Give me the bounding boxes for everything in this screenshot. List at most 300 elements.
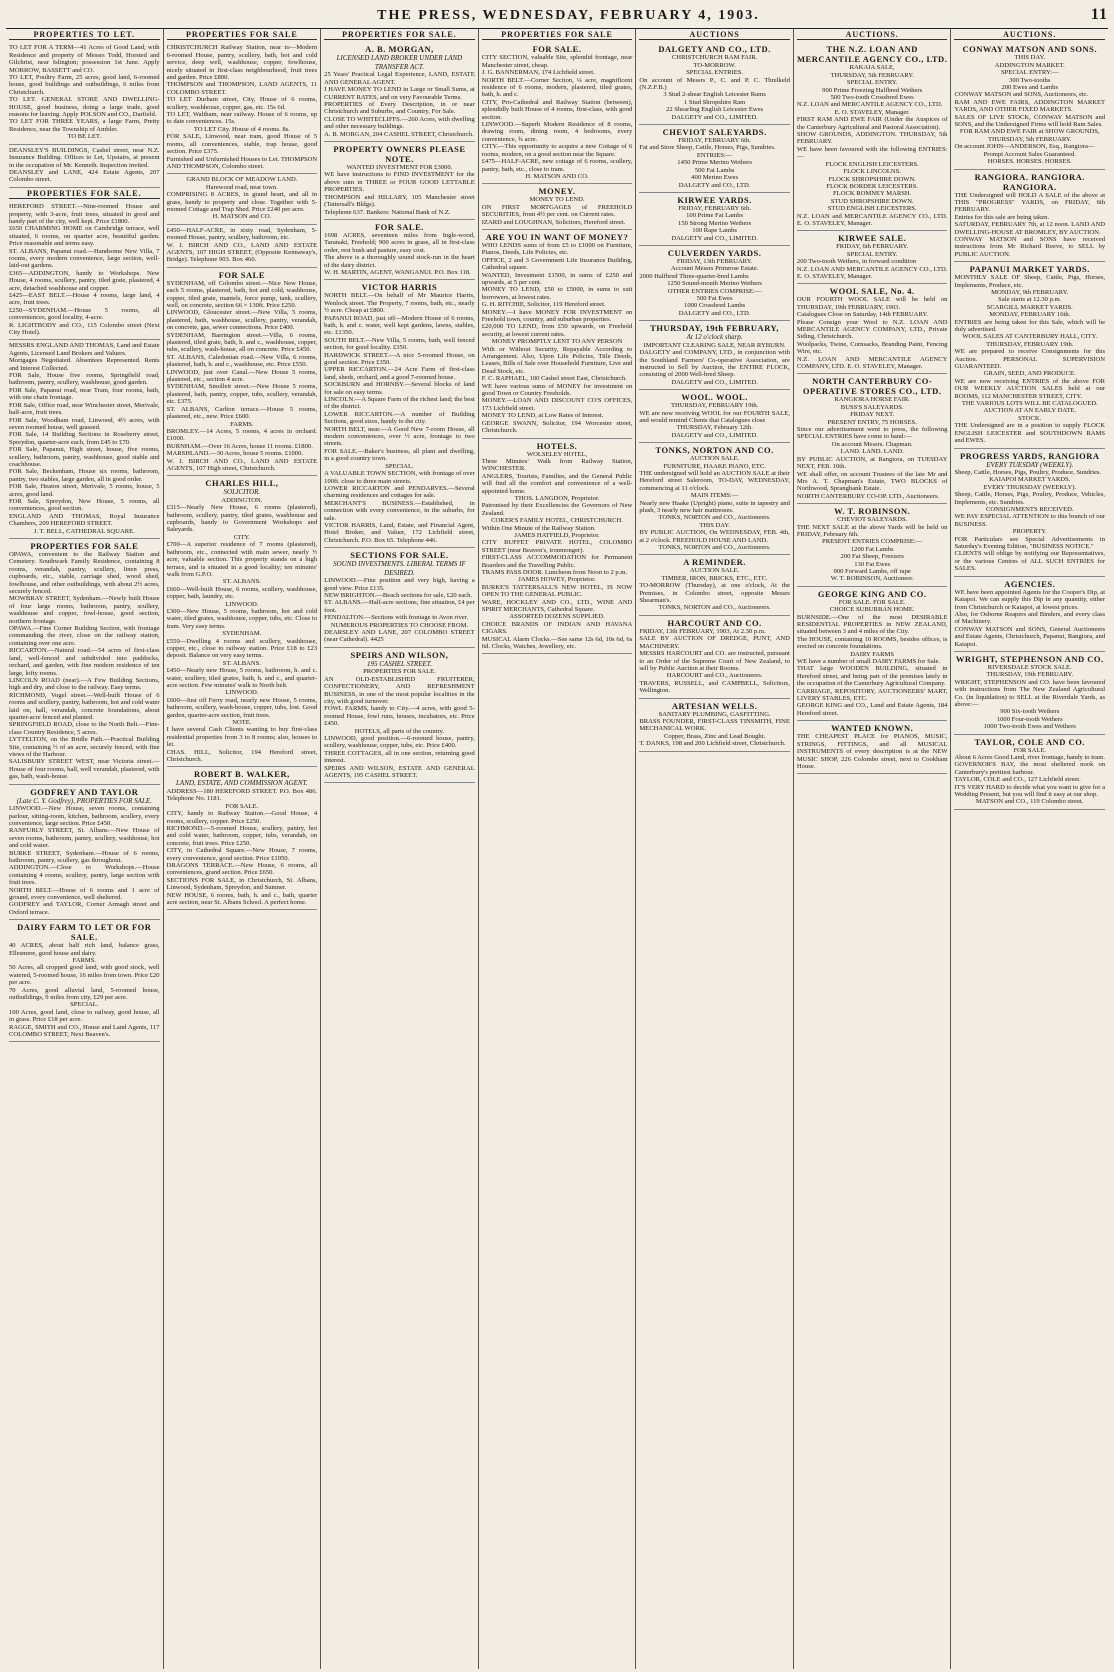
ad-text: TIMBER, IRON, BRICKS, ETC., ETC.: [661, 574, 768, 582]
ad-title: FOR SALE: [218, 269, 265, 280]
ad-text: CONWAY MATSON and SONS, Auctioneers, etc.: [954, 91, 1089, 99]
ad-text: BURKE STREET, Sydenham.—House of 6 rooms, bathroom, pantry, scullery, gas throughout.: [9, 849, 160, 864]
ad-title: AGENCIES.: [1004, 578, 1056, 589]
ad-text: MONDAY, FEBRUARY 16th.: [989, 311, 1071, 319]
advertisement: [639, 125, 790, 193]
column-5: [636, 29, 794, 1669]
column-heading: PROPERTIES FOR SALE: [167, 29, 318, 40]
ad-text: DALGETY and CO., LIMITED.: [671, 378, 758, 386]
column-6: [794, 29, 952, 1669]
advertisement: [324, 142, 475, 220]
ad-text: J. G. BANNERMAN, 174 Lichfield street.: [481, 69, 595, 77]
ad-text: MONTHLY SALE OF Sheep, Cattle, Pigs, Horses, Implements, Produce, etc.: [954, 274, 1106, 289]
ad-text: SPRINGFIELD ROAD, close to the North Belt.—Fine-class Country Residence, 5 acres.: [9, 721, 160, 736]
ad-text: WRIGHT, STEPHENSON and CO. have been favoured with instructions from The New Zealand Agricultural Co. (in liquidation) to SELL at the Riverdale Yards, as above:—: [954, 678, 1106, 708]
advertisement: [954, 577, 1105, 652]
ad-text: FOR SALE.—Baker's business, all plant and dwelling, in a good country town.: [324, 447, 475, 463]
ad-text: IZARD and LOUGHNAN, Solicitors, Hereford street.: [481, 218, 626, 226]
ad-title: CHARLES HILL,: [205, 478, 279, 489]
ad-text: ST. ALBANS, Papanui road.—Handsome New Villa, 7 rooms, every modern convenience, large section, well-laid-out gardens.: [9, 247, 160, 270]
ad-text: G. H. RITCHIE, Solicitor, 119 Hereford street.: [481, 301, 606, 309]
ad-text: THIS DAY.: [1014, 54, 1046, 62]
ad-text: WE are now receiving ENTRIES of the above FOR OUR WEEKLY AUCTION SALES held at our ROOMS, 112 MANCHESTER STREET, CITY.: [954, 377, 1106, 400]
ad-text: N.Z. LOAN AND MERCANTILE AGENCY COMPANY, LTD. E. O. STAVELEY, Manager.: [796, 355, 948, 371]
ad-text: NOTE.: [232, 719, 252, 727]
ad-text: WARE, HOCKLEY AND CO., LTD., WINE AND SPIRIT MERCHANTS, Cathedral Square.: [481, 598, 633, 614]
ad-title: A. B. MORGAN,: [365, 44, 434, 55]
ad-text: FRIDAY NEXT.: [850, 411, 895, 419]
ad-text: DEARSLEY AND LANE, 207 COLOMBO STREET (near Cathedral). 4425: [324, 629, 475, 644]
ad-text: WHO LENDS sums of from £5 to £1000 on Furniture, Pianos, Deeds, Life Policies, etc.: [481, 241, 633, 257]
ad-text: GEORGE SWANN, Solicitor, 194 Worcester street, Christchurch.: [481, 419, 633, 435]
advertisement: [797, 374, 948, 504]
ad-text: ASSORTED DOZENS SUPPLIED.: [509, 613, 605, 621]
ad-text: R. LIGHTBODY and CO., 115 Colombo street (Next City Hotel).: [9, 321, 160, 337]
ad-text: SPEIRS AND WILSON, ESTATE AND GENERAL AGENTS, 195 CASHEL STREET.: [324, 764, 475, 779]
ad-text: 50 Acres, all cropped good land, with good stock, well watered, 5-roomed house, 16 miles from town. Price £20 per acre.: [9, 964, 160, 987]
ad-text: HEREFORD STREET.—Nine-roomed House and property, with 3-acre, fruit trees, situated in good and handy part of the city, well kept. Price £1800.: [9, 203, 160, 225]
ad-text: OTHER ENTRIES COMPRISE:—: [667, 287, 762, 295]
ad-text: TONKS, NORTON and CO., Auctioneers.: [658, 544, 771, 552]
ad-text: FOR RAM AND EWE FAIR at SHOW GROUNDS,: [959, 128, 1100, 136]
ad-text: STUD ENGLISH LEICESTERS.: [827, 205, 917, 213]
ad-text: CHRISTCHURCH RAM FAIR.: [671, 54, 758, 62]
ad-text: RAKAIA SALE,: [849, 64, 895, 72]
ad-subtitle: 195 CASHEL STREET.: [367, 659, 432, 668]
advertisement: [167, 268, 318, 477]
advertisement: [797, 587, 948, 722]
ad-text: THAT large WOODEN BUILDING, situated in Hereford street, and being part of the premises lately in the occupation of the Canterbury Agricultural Company.: [796, 665, 948, 688]
ad-text: SALES OF LIVE STOCK, CONWAY MATSON and SONS, and the Undersigned Firms will hold Ram Sales.: [954, 113, 1106, 129]
ad-text: OPAWA.—Fine Corner Building Section, with frontage commanding the river, close on the railway station, containing over one acre.: [9, 625, 160, 647]
ad-subtitle: LAND, ESTATE, AND COMMISSION AGENT.: [176, 779, 308, 788]
ad-text: MAIN ITEMS:—: [690, 492, 739, 500]
ad-text: DEANSLEY and LANE, 424 Estate Agents, 207 Colombo street.: [9, 168, 160, 184]
columns-container: [6, 29, 1108, 1669]
ad-text: 40 ACRES, about half rich land, balance grass, Ellesmere, good house and dairy.: [9, 942, 160, 957]
ad-text: 100 Rape Lambs: [692, 227, 737, 235]
ad-text: THE Undersigned will HOLD A SALE of the above at THIS "PROGRESS" YARDS, on FRIDAY, 6th FEBRUARY.: [954, 191, 1106, 214]
ad-text: BUSS'S SALEYARDS.: [840, 403, 904, 411]
ad-text: CARRIAGE, REPOSITORY, AUCTIONEERS' MART, LIVERY STABLES, ETC.: [796, 687, 948, 703]
ad-text: About 6 Acres Good Land, river frontage, handy to tram.: [954, 754, 1105, 761]
ad-text: MONEY TO LEND, at Low Rates of Interest.: [481, 412, 604, 420]
ad-text: RANFURLY STREET, St. Albans.—New House of seven rooms, bathroom, pantry, scullery, washhouse, hot and cold water.: [9, 827, 160, 850]
ad-text: 25 Years' Practical Legal Experience, LAND, ESTATE AND GENERAL AGENT.: [324, 71, 475, 86]
ad-text: TONKS, NORTON and CO., Auctioneers.: [658, 514, 771, 522]
ad-text: PAPANUI ROAD, just off—Modern House of 6 rooms, bath, h. and c. water, well kept gardens, lawns, stables, etc. £1350.: [324, 314, 475, 337]
advertisement: [639, 390, 790, 443]
ad-text: COKER'S FAMILY HOTEL, CHRISTCHURCH.: [491, 517, 623, 525]
ad-text: £660—Well-built House, 6 rooms, scullery, washhouse, copper, bath, laundry, etc.: [166, 585, 318, 601]
ad-text: PRESENT ENTRY, 75 HORSES.: [827, 418, 917, 426]
ad-text: SOUTH BELT.—New Villa, 5 rooms, bath, well fenced section, for good locality. £350.: [324, 336, 475, 352]
advertisement: [639, 321, 790, 390]
ad-text: DRAGONS TERRACE.—New House, 6 rooms, all conveniences, grand section. Price £650.: [166, 862, 318, 877]
ad-text: NORTH BELT.—On behalf of Mr Maurice Harris, Wenlock street. The Property, 7 rooms, bath, etc., nearly ½ acre. Cheap at £800.: [324, 292, 475, 315]
ad-title: CULVERDEN YARDS.: [667, 247, 762, 258]
ad-text: 200 Ewes and Lambs: [1001, 84, 1059, 92]
ad-text: PROPERTY.: [1012, 528, 1047, 536]
ad-title: SPEIRS AND WILSON,: [350, 649, 449, 660]
advertisement: [167, 174, 318, 224]
ad-text: SYDENHAM, off Colombo street.—Nice New House, each 5 rooms, plastered, bath, hot and cold, washhouse, copper, tiled grate, mantels, force pump, tank, scullery, well, on concrete, section 66 × 130ft. Price £250.: [166, 279, 318, 309]
ad-text: STUD SHROPSHIRE DOWN.: [830, 197, 914, 205]
ad-title: ARTESIAN WELLS.: [671, 700, 758, 711]
ad-text: LINWOOD.—Fine position and very high, having a good view. Price £135.: [324, 577, 475, 592]
ad-text: MOWBRAY STREET, Sydenham.—Newly built House of four large rooms, bathroom, pantry, scullery, washhouse and copper, fowl-house, good section, northern frontage.: [9, 595, 160, 625]
column-3: [321, 29, 479, 1669]
ad-text: NEW BRIGHTON.—Beach sections for sale, £20 each.: [324, 591, 473, 599]
ad-text: 22 Shearling English Leicester Ewes: [666, 106, 764, 114]
ad-text: SPECIAL ENTRY:—: [1000, 69, 1059, 77]
ad-text: 500 Two-tooth Crossbred Ewes: [830, 94, 914, 102]
ad-text: WE have instructions to FIND INVESTMENT for the above sum in THREE or FOUR GOOD LETTABLE PROPERTIES.: [324, 171, 475, 194]
ad-text: ST. ALBANS.: [222, 659, 261, 667]
ad-text: A. B. MORGAN, 204 CASHEL STREET, Christchurch.: [324, 130, 474, 138]
ad-text: H. MATSON and CO.: [212, 213, 272, 221]
ad-text: HARCOURT and CO., Auctioneers.: [666, 672, 763, 680]
ad-text: TO LET City. House of 4 rooms. 8s.: [193, 125, 290, 133]
ad-text: Sheep, Cattle, Horses, Pigs, Poultry, Produce, Vehicles, Implements, etc. Sundries.: [954, 491, 1106, 506]
ad-text: FOR Sale, Beckenham, House six rooms, bathroom, pantry, two stables, large garden, all in good order.: [9, 468, 160, 483]
ad-text: AN OLD-ESTABLISHED FRUITERER, CONFECTIONERY, AND REFRESHMENT BUSINESS, in one of the most popular localities in the city, with good turnover.: [324, 675, 475, 705]
ad-title: HARCOURT AND CO.: [667, 617, 762, 628]
ad-text: RIVERSDALE STOCK SALE.: [987, 663, 1072, 671]
ad-text: MUSICAL Alarm Clocks.—See same 12s 6d, 10s 6d, 6s 6d. Clocks, Watches, Jewellery, etc.: [481, 635, 633, 651]
ad-text: Patronised by their Excellencies the Governors of New Zealand.: [481, 502, 633, 517]
ad-text: WE are prepared to receive Consignments for this Auction. PERSONAL SUPERVISION GUARANTEED.: [954, 348, 1106, 371]
ad-text: E. O. STAVELEY, Manager.: [834, 108, 910, 116]
ad-text: STOCK.: [1018, 414, 1042, 422]
ad-text: 1000 Crossbred Lambs: [684, 302, 746, 310]
ad-title: MONEY.: [538, 186, 576, 197]
ad-text: LINWOOD.—New House, seven rooms, containing parlour, sitting-room, kitchen, bathroom, scullery, every convenience, large section. Price £450.: [9, 805, 160, 827]
ad-text: ENGLAND AND THOMAS, Royal Insurance Chambers, 209 HEREFORD STREET.: [9, 512, 160, 528]
ad-text: WE have a number of small DAIRY FARMS for Sale.: [796, 658, 941, 666]
ad-text: NORTH CANTERBURY CO-OP. LTD., Auctioneers.: [796, 492, 940, 500]
ad-text: CONWAY MATSON and SONS have received instructions from Mr Richard Reeve, to SELL by PUBLIC AUCTION.: [954, 235, 1106, 258]
ad-text: SPECIAL.: [70, 1001, 99, 1009]
ad-text: FRIDAY, 6th FEBRUARY.: [836, 243, 909, 251]
ad-text: THE undersigned will hold an AUCTION SALE at their Hereford street Saleroom, TO-DAY, WEDNESDAY, commencing at 11 o'clock.: [639, 469, 790, 492]
ad-subtitle: At 12 o'clock sharp.: [686, 333, 743, 342]
ad-text: W. J. BIRCH AND CO., LAND AND ESTATE AGENTS, 107 HIGH STREET, (Opposite Kennaway's, Bridge). Telephone 903. Box 460.: [166, 241, 318, 264]
ad-text: DAIRY FARMS: [850, 650, 895, 658]
ad-text: Account Messrs Primrose Estate.: [670, 265, 759, 273]
ad-text: FOR SALE.: [1013, 746, 1047, 754]
advertisement: [9, 42, 160, 144]
ad-text: Fat and Store Sheep, Cattle, Horses, Pigs, Sundries.: [639, 144, 776, 152]
advertisement: [324, 280, 475, 548]
ad-text: COMPRISING 8 ACRES, in grand heart, and all in grass, handy to property and close. Together with 5-roomed Cottage and Trap Shed. Price £240 per acre.: [166, 191, 318, 213]
ad-text: TONKS, NORTON and CO., Auctioneers.: [658, 604, 771, 612]
ad-title: THE N.Z. LOAN AND MERCANTILE AGENCY CO., LTD.: [797, 44, 948, 65]
ad-text: Copper, Brass, Zinc and Lead Bought.: [664, 732, 766, 740]
ad-title: HOTELS.: [536, 440, 578, 451]
ad-text: DALGETY and CO., LIMITED.: [671, 431, 758, 439]
ad-text: Entries for this sale are being taken.: [954, 213, 1050, 221]
ad-text: WE have been appointed Agents for the Cooper's Dip, at Kaiapoi. We can supply this Dip in any quantity, either from Christchurch or Kaiapoi, at lowest prices.: [954, 588, 1106, 611]
ad-text: VICTOR HARRIS, Land, Estate, and Financial Agent, Hotel Broker, and Valuer, 172 Lichfield street, Christchurch. P.O. Box 65. Telephone 446.: [324, 521, 475, 544]
ad-text: OPAWA, convenient to the Railway Station and Cemetery. Southwark Family Residence, containing 8 rooms, verandah, pantry, scullery, linen press, cupboards, etc., stable, carriage shed, wood shed, fowlhouse, and other outbuildings, with about 2½ acres, securely fenced.: [9, 551, 160, 596]
ad-text: Harewood road, near town.: [205, 183, 278, 191]
ad-text: 400 Merino Ewes: [691, 174, 739, 182]
ad-text: OFFICE, 2 and 3 Government Life Insurance Building, Cathedral square.: [481, 256, 633, 272]
ad-text: SOCKBURN and HORNBY.—Several blocks of land for sale on easy terms.: [324, 381, 475, 396]
ad-text: THE NEXT SALE at the above Yards will be held on FRIDAY, February 6th.: [796, 523, 948, 538]
ad-text: W. H. MARTIN, AGENT, WANGANUI. P.O. Box 118.: [324, 268, 471, 276]
ad-text: SECTIONS FOR SALE, in Christchurch, St. Albans, Linwood, Sydenham, Spreydon, and Sumner.: [166, 876, 318, 892]
ad-text: UPPER RICCARTON.—24 Acre Farm of first-class land, sheds, orchard, and a good 7-roomed house.: [324, 366, 475, 381]
ad-text: LINCOLN ROAD (near).—A Few Building Sections, high and dry, and close to the railway. Easy terms.: [9, 676, 160, 692]
ad-text: I have several Cash Clients wanting to buy first-class residential properties from 3 to 8 rooms; also, houses to let.: [166, 726, 318, 749]
ad-text: On account JOHN—ANDERSON, Esq., Rangiora—: [954, 143, 1095, 151]
ad-title: TONKS, NORTON AND CO.: [655, 445, 774, 456]
ad-text: J. T. BELL, CATHEDRAL SQUARE.: [33, 527, 135, 535]
ad-text: CITY, Pro-Cathedral and Railway Station (between), splendidly built House of 4 rooms, first-class, with good section.: [481, 98, 633, 121]
ad-text: WOOL SALES AT CANTERBURY HALL, CITY.: [962, 333, 1098, 341]
ad-text: OUR FOURTH WOOL SALE will be held on THURSDAY, 19th FEBRUARY, 1903.: [796, 296, 948, 311]
ad-text: GODFREY and TAYLOR, Corner Armagh street and Oxford terrace.: [9, 901, 160, 916]
ad-text: ADDRESS—180 HEREFORD STREET. P.O. Box 486. Telephone No. 1181.: [166, 787, 318, 803]
ad-text: RICCARTON.—Natural road.—54 acres of first-class land, well-fenced and subdivided into paddocks, orchard, and garden, with fine modern residence of ten large, lofty rooms.: [9, 647, 160, 677]
ad-text: 200 Fat Sheep, Freezers: [840, 553, 904, 561]
advertisement: [639, 42, 790, 125]
ad-text: LAND. LAND. LAND.: [840, 448, 904, 456]
advertisement: [9, 201, 160, 340]
ad-text: DALGETY and CO., LTD.: [678, 181, 751, 189]
masthead: [6, 6, 1108, 29]
ad-text: SATURDAY, FEBRUARY 7th, at 12 noon. LAND AND DWELLING-HOUSE AT BROMLEY, BY AUCTION.: [954, 221, 1106, 236]
ad-text: £475—HALF-ACRE, new cottage of 6 rooms, scullery, pantry, bath, etc., close to tram.: [481, 158, 633, 173]
ad-text: ST. ALBANS.: [222, 578, 261, 586]
ad-text: DALGETY and COMPANY, LTD., in conjunction with the Southland Farmers' Co-operative Association, are instructed to Sell by Auction, the ENTIRE FLOCK, consisting of 2000 Well-bred Sheep.: [639, 349, 790, 379]
ad-text: FOR Particulars see Special Advertisements in Saturday's Evening Edition, "BUSINESS NOTICE.": [954, 535, 1106, 551]
ad-text: PROPERTIES FOR SALE.: [363, 668, 436, 676]
ad-text: THURSDAY, 5th FEBRUARY.: [830, 71, 914, 79]
ad-text: THE Undersigned are in a position to supply FLOCK ENGLISH LEICESTER and SOUTHDOWN RAMS and EWES.: [954, 422, 1106, 445]
ad-text: 900 Prime Freezing Halfbred Wethers: [822, 86, 923, 94]
ad-subtitle: (Late C. Y. Godfrey), PROPERTIES FOR SALE.: [16, 796, 152, 805]
ad-text: TAYLOR, COLE and CO., 127 Lichfield street.: [954, 776, 1081, 784]
ad-text: BY PUBLIC AUCTION, On WEDNESDAY, FEB. 4th, at 2 o'clock. FREEHOLD HOUSE AND LAND.: [639, 529, 790, 544]
ad-text: N.Z. LOAN AND MERCANTILE AGENCY CO., LTD. E. O. STAVELEY, Manager.: [796, 265, 948, 280]
ad-text: TO LET FOR THREE YEARS, a large Farm, Pretty Residence, near the Township of Ambler.: [9, 118, 160, 133]
ad-text: MATSON and CO., 119 Colombo street.: [976, 798, 1084, 806]
ad-text: FOR SALE, Linwood, near tram, good House of 5 rooms, all conveniences, stable, trap house, good section. Price £375.: [166, 133, 318, 156]
advertisement: [639, 699, 790, 752]
ad-text: On account Messrs. Chapman.: [831, 440, 913, 448]
ad-text: Telephone 637. Bankers: National Bank of N.Z.: [324, 208, 451, 216]
ad-text: £315—Nearly New House, 6 rooms (plastered), bathroom, scullery, pantry, tiled grates, washhouse and cupboards, handy to Government Workshops and Saleyards.: [166, 504, 318, 534]
advertisement: [167, 225, 318, 268]
ad-text: Please Consign your Wool to N.Z. LOAN AND MERCANTILE AGENCY COMPANY, LTD., Private Siding, Christchurch.: [796, 318, 948, 341]
ad-title: TAYLOR, COLE AND CO.: [974, 736, 1085, 747]
ad-text: LINWOOD, good position.—6-roomed house, pantry, scullery, washhouse, copper, tubs, etc. Price £400.: [324, 734, 475, 750]
ad-text: RICHMOND, Vogel street.—Well-built House of 6 rooms and scullery, pantry, bathroom, hot and cold water laid on, hall, verandah, concrete foundations, about quarter-acre fenced and planted.: [9, 691, 160, 721]
ad-text: SYDENHAM, Smollett street.—New House 5 rooms, plastered, bath, pantry, copper, tubs, scullery, verandah, etc. £375.: [166, 383, 318, 406]
ad-text: CITY SECTION, valuable Site, splendid frontage, near Manchester street, cheap.: [481, 54, 633, 69]
advertisement: [797, 721, 948, 774]
ad-text: 900 Six-tooth Wethers: [1000, 708, 1060, 716]
ad-text: TO LET, Poultry Farm, 25 acres, good land, 6-roomed house, good buildings and outbuildings, 6 miles from Christchurch.: [9, 74, 160, 96]
ad-text: FENDALTON.—Sections with frontage to Avon river.: [324, 614, 469, 622]
ad-text: LOWER RICCARTON and PENDARVES.—Several charming residences and cottages for sale.: [324, 484, 475, 500]
ad-text: CHOICE BRANDS OF INDIAN AND HAVANA CIGARS.: [481, 620, 633, 636]
ad-text: THE VARIOUS LOTS WILL BE CATALOGUED.: [961, 400, 1098, 408]
column-2: [164, 29, 322, 1669]
advertisement: [639, 616, 790, 699]
ad-text: THURSDAY, FEBRUARY 19th.: [986, 340, 1074, 348]
ad-text: 500 Fat Ewes: [696, 294, 733, 302]
advertisement: [954, 735, 1105, 810]
ad-text: FRIDAY, 13th FEBRUARY.: [676, 257, 753, 265]
ad-text: THURSDAY, 5th FEBRUARY.: [988, 135, 1072, 143]
ad-text: FOR Sale, Heaton street, Merivale, 5 rooms, house, 5 acres, good land.: [9, 483, 160, 498]
advertisement: [954, 170, 1105, 263]
advertisement: [324, 42, 475, 142]
ad-text: SHOW GROUNDS, ADDINGTON. THURSDAY, 5th FEBRUARY.: [796, 131, 948, 146]
ad-text: 1698 ACRES, seventeen miles from Ingle-wood, Taranaki, Freehold; 900 acres in grass, all in first-class order, rest bush and pasture, easy cost.: [324, 231, 475, 254]
ad-title: PROPERTIES FOR SALE: [30, 541, 139, 551]
ad-text: SPECIAL ENTRY.: [846, 250, 898, 258]
ad-text: NORTH BELT.—House of 6 rooms and 1 acre of ground, every convenience, well sheltered.: [9, 886, 160, 901]
ad-text: THURSDAY, February 12th.: [676, 424, 753, 432]
ad-text: SPECIAL ENTRY.: [846, 79, 898, 87]
ad-text: SCARGILL MARKET YARDS.: [986, 303, 1073, 311]
ad-text: THOMPSON and THOMPSON, LAND AGENTS, 11 COLOMBO STREET.: [166, 81, 318, 96]
ad-title: RANGIORA. RANGIORA. RANGIORA.: [974, 171, 1085, 192]
ad-text: SYDENHAM.: [222, 630, 262, 638]
ad-text: MERCHANT'S BUSINESS.—Established, in connection with every convenience, in the suburbs, for sale.: [324, 499, 475, 522]
column-heading: AUCTIONS: [639, 29, 790, 40]
ad-text: MARSHLAND.—30 Acres, house 5 rooms. £1000.: [166, 450, 304, 458]
ad-text: LINWOOD.: [225, 600, 259, 608]
ad-text: CHOICE SUBURBAN HOME.: [829, 606, 915, 614]
ad-text: FURNITURE, HAAKE PIANO, ETC.: [663, 462, 766, 470]
ad-text: MONEY.—LOAN AND DISCOUNT CO'S OFFICES, 173 Lichfield street.: [481, 397, 633, 412]
column-heading: AUCTIONS.: [797, 29, 948, 40]
ad-title: GODFREY AND TAYLOR: [30, 786, 139, 797]
ad-text: FOR Sale, House five rooms, Springfield road, bathroom, pantry, scullery, washhouse, good garden.: [9, 372, 160, 387]
ad-text: CLOSE TO WHITECLIFFS.—260 Acres, with dwelling and other necessary buildings.: [324, 115, 475, 131]
ad-text: Mortgages Negotiated. Absentees Represented. Rents and Interest Collected.: [9, 357, 160, 372]
ad-text: JAMES HATFIELD, Proprietor.: [514, 531, 600, 539]
ad-text: DALGETY and CO., LTD.: [678, 309, 751, 317]
ad-text: FRIDAY, FEBRUARY 6th.: [678, 204, 751, 212]
ad-text: CITY, handy to Railway Station.—Good House, 4 rooms, scullery, copper. Price £250.: [166, 810, 318, 825]
ad-text: FOR Sale, Spreydon, New House, 5 rooms, all conveniences, good section.: [9, 497, 160, 513]
ad-text: JAMES HOWEY, Proprietor.: [518, 576, 596, 584]
ad-text: MONEY TO LEND, £50 to £5000, in sums to suit borrowers, at lowest rates.: [481, 286, 633, 301]
ad-text: 900 Forward Lambs, off rape: [833, 567, 911, 575]
ad-text: £700—A superior residence of 7 rooms (plastered), bathroom, etc., connected with main sewer, nearly ½ acre, valuable section. This property stands on a high terrace, and is situated in a good locality; ten minutes' walk from G.P.O.: [166, 541, 318, 578]
ad-title: FOR SALE.: [532, 44, 582, 55]
ad-text: BROMLEY.—14 Acres, 5 rooms, 4 acres in orchard. £1000.: [166, 427, 318, 443]
ad-text: £600—Just off Ferry road, nearly new House, 5 rooms, bathroom, scullery, wash-house, copper, tubs, lost. Good garden, quarter-acre section, fruit trees.: [166, 696, 318, 719]
ad-text: LINCOLN.—A Square Farm of the richest land; the best of the district.: [324, 396, 475, 411]
ad-text: £250—SYDENHAM.—House 5 rooms, all conveniences, good locality, 4-acre.: [9, 306, 160, 322]
ad-text: FRIDAY, FEBRUARY 6th.: [678, 137, 751, 145]
ad-text: NORTH BELT, near.—A Good New 7-room House, all modern conveniences, over ½ acre, frontage to two streets.: [324, 425, 475, 448]
ad-text: WE are now receiving WOOL for our FOURTH SALE, and would remind Clients that Catalogues close: [639, 409, 790, 424]
advertisement: [954, 449, 1105, 577]
ad-text: A VALUABLE TOWN SECTION, with frontage of over 100ft. close to three main streets.: [324, 470, 475, 485]
ad-text: BRASS FOUNDER, FIRST-CLASS TINSMITH, FINE MECHANICAL WORK.: [639, 717, 790, 733]
ad-text: LINWOOD, just over Canal.—New House 5 rooms, plastered, etc., section 4 acre.: [166, 368, 318, 384]
ad-text: WOLSELEY HOTEL,: [526, 450, 588, 458]
ad-text: GRAIN, SEED, AND PRODUCE.: [983, 370, 1076, 378]
ad-title: W. T. ROBINSON.: [834, 506, 911, 517]
column-heading: PROPERTIES TO LET.: [9, 29, 160, 40]
ad-text: LOWER RICCARTON.—A number of Building Sections, good sizes, handy to the city.: [324, 410, 475, 426]
advertisement: [9, 145, 160, 188]
ad-text: TO LET Durham street, City, House of 6 rooms, scullery, washhouse, copper, gas, etc. 15s 6d.: [166, 96, 318, 111]
advertisement: [167, 767, 318, 910]
ad-text: SYDENHAM, Barrington street.—Villa, 6 rooms, plastered, tiled grate, bath, h. and c., washhouse, copper, tubs, scullery, wash-house, all on concrete. Price £450.: [166, 331, 318, 354]
ad-text: N.Z. LOAN and MERCANTILE AGENCY CO., LTD. E. O. STAVELEY, Manager.: [796, 212, 948, 227]
ad-title: PAPANUI MARKET YARDS.: [969, 264, 1090, 275]
ad-text: SPECIAL ENTRIES.: [686, 69, 744, 77]
advertisement: [639, 246, 790, 321]
ad-text: THOMPSON and HILLARY, 105 Manchester street (Tattersall's Bldgs).: [324, 193, 475, 209]
ad-title: WOOL SALE, No. 4.: [829, 286, 915, 297]
ad-text: TO LET. GENERAL STORE AND DWELLING-HOUSE, good business, doing a large trade, good reasons for leaving. Apply POLSON and CO., Darfield.: [9, 96, 160, 119]
ad-title: VICTOR HARRIS: [361, 282, 438, 293]
ad-text: FOWL FARMS, handy to City.—4 acres, with good 5-roomed House, fowl runs, houses, incubators, etc. Price £450.: [324, 705, 475, 728]
ad-text: THURSDAY, FEBRUARY 19th.: [670, 402, 759, 410]
ad-text: ANGLERS, Tourists, Families, and the General Public will find all the comfort and convenience of a well-appointed home.: [481, 472, 633, 495]
ad-text: KAIAPOI MARKET YARDS.: [989, 476, 1071, 484]
ad-text: MESSRS HARCOURT and CO. are instructed, pursuant to an Order of the Supreme Court of New Zealand, to sell by Public Auction at their Rooms.: [639, 650, 790, 672]
ad-text: BURNHAM.—Over 16 Acres, house 11 rooms. £1800.: [166, 442, 313, 450]
ad-text: W. T. ROBINSON, Auctioneer.: [830, 575, 914, 583]
ad-text: WANTED, Investment £1500, in sums of £250 and upwards, at 5 per cent.: [481, 271, 633, 286]
ad-title: NORTH CANTERBURY CO-OPERATIVE STORES CO., LTD.: [802, 376, 942, 397]
ad-text: GEORGE KING and CO., Land and Estate Agents, 184 Hereford street.: [796, 702, 948, 717]
ad-text: SPECIAL.: [385, 462, 414, 470]
ad-text: EVERY THURSDAY (WEEKLY).: [983, 483, 1077, 491]
ad-subtitle: LICENSED LAND BROKER UNDER LAND TRANSFER ACT.: [336, 54, 463, 71]
ad-title: KIRWEE SALE.: [838, 233, 907, 244]
ad-text: ADDINGTON MARKET.: [994, 61, 1065, 69]
ad-text: Three Minutes' Walk from Railway Station, WINCHESTER.: [481, 457, 633, 473]
ad-text: 300 Two-tooths: [1009, 76, 1051, 84]
ad-title: ARE YOU IN WANT OF MONEY?: [485, 231, 629, 242]
ad-text: LINWOOD.—Superb Modern Residence of 8 rooms, drawing room, dining room, 4 bedrooms, every convenience, ¾ acre.: [481, 121, 633, 143]
ad-text: RAGGE, SMITH and CO., House and Land Agents, 117 COLOMBO STREET, Next Beaven's.: [9, 1023, 160, 1039]
advertisement: [324, 220, 475, 280]
column-heading: AUCTIONS.: [954, 29, 1105, 40]
ad-text: DEANSLEY'S BUILDINGS, Cashel street, near N.Z. Insurance Building. Offices to Let, Upstairs, at present in the occupation of Mr. Kenneth. Inspection invited.: [9, 146, 160, 169]
ad-text: THREE COTTAGES, all in one section, returning good interest.: [324, 749, 475, 765]
ad-text: Sale starts at 12.30 p.m.: [998, 296, 1062, 304]
ad-text: CITY BUFFET PRIVATE HOTEL, COLOMBO STREET (near Beaven's, ironmonger).: [481, 539, 633, 554]
advertisement: [9, 785, 160, 921]
column-heading: PROPERTIES FOR SALE.: [9, 188, 160, 199]
ad-text: IT'S VERY HARD to decide what you want to give for a Wedding Present, but you will find it easy at our shop.: [954, 783, 1106, 799]
ad-text: Sheep, Cattle, Horses, Pigs, Poultry, Produce, Sundries.: [954, 469, 1102, 476]
ad-text: WANTED INVESTMENT FOR £3000.: [346, 164, 453, 172]
ad-text: Within One Minute of the Railway Station.: [481, 524, 596, 532]
ad-title: PROPERTY OWNERS PLEASE NOTE.: [333, 144, 466, 165]
ad-text: AUCTION AT AN EARLY DATE.: [983, 407, 1077, 415]
ad-text: FLOCK ENGLISH LEICESTERS.: [825, 160, 919, 168]
ad-text: 1450 Prime Merino Wethers: [677, 159, 752, 167]
ad-text: FOR Sale, 14 Building Sections in Roseberry street, Spreydon, quarter-acre each, from £45 to £70.: [9, 431, 160, 446]
ad-title: PROGRESS YARDS, RANGIORA: [959, 450, 1100, 461]
